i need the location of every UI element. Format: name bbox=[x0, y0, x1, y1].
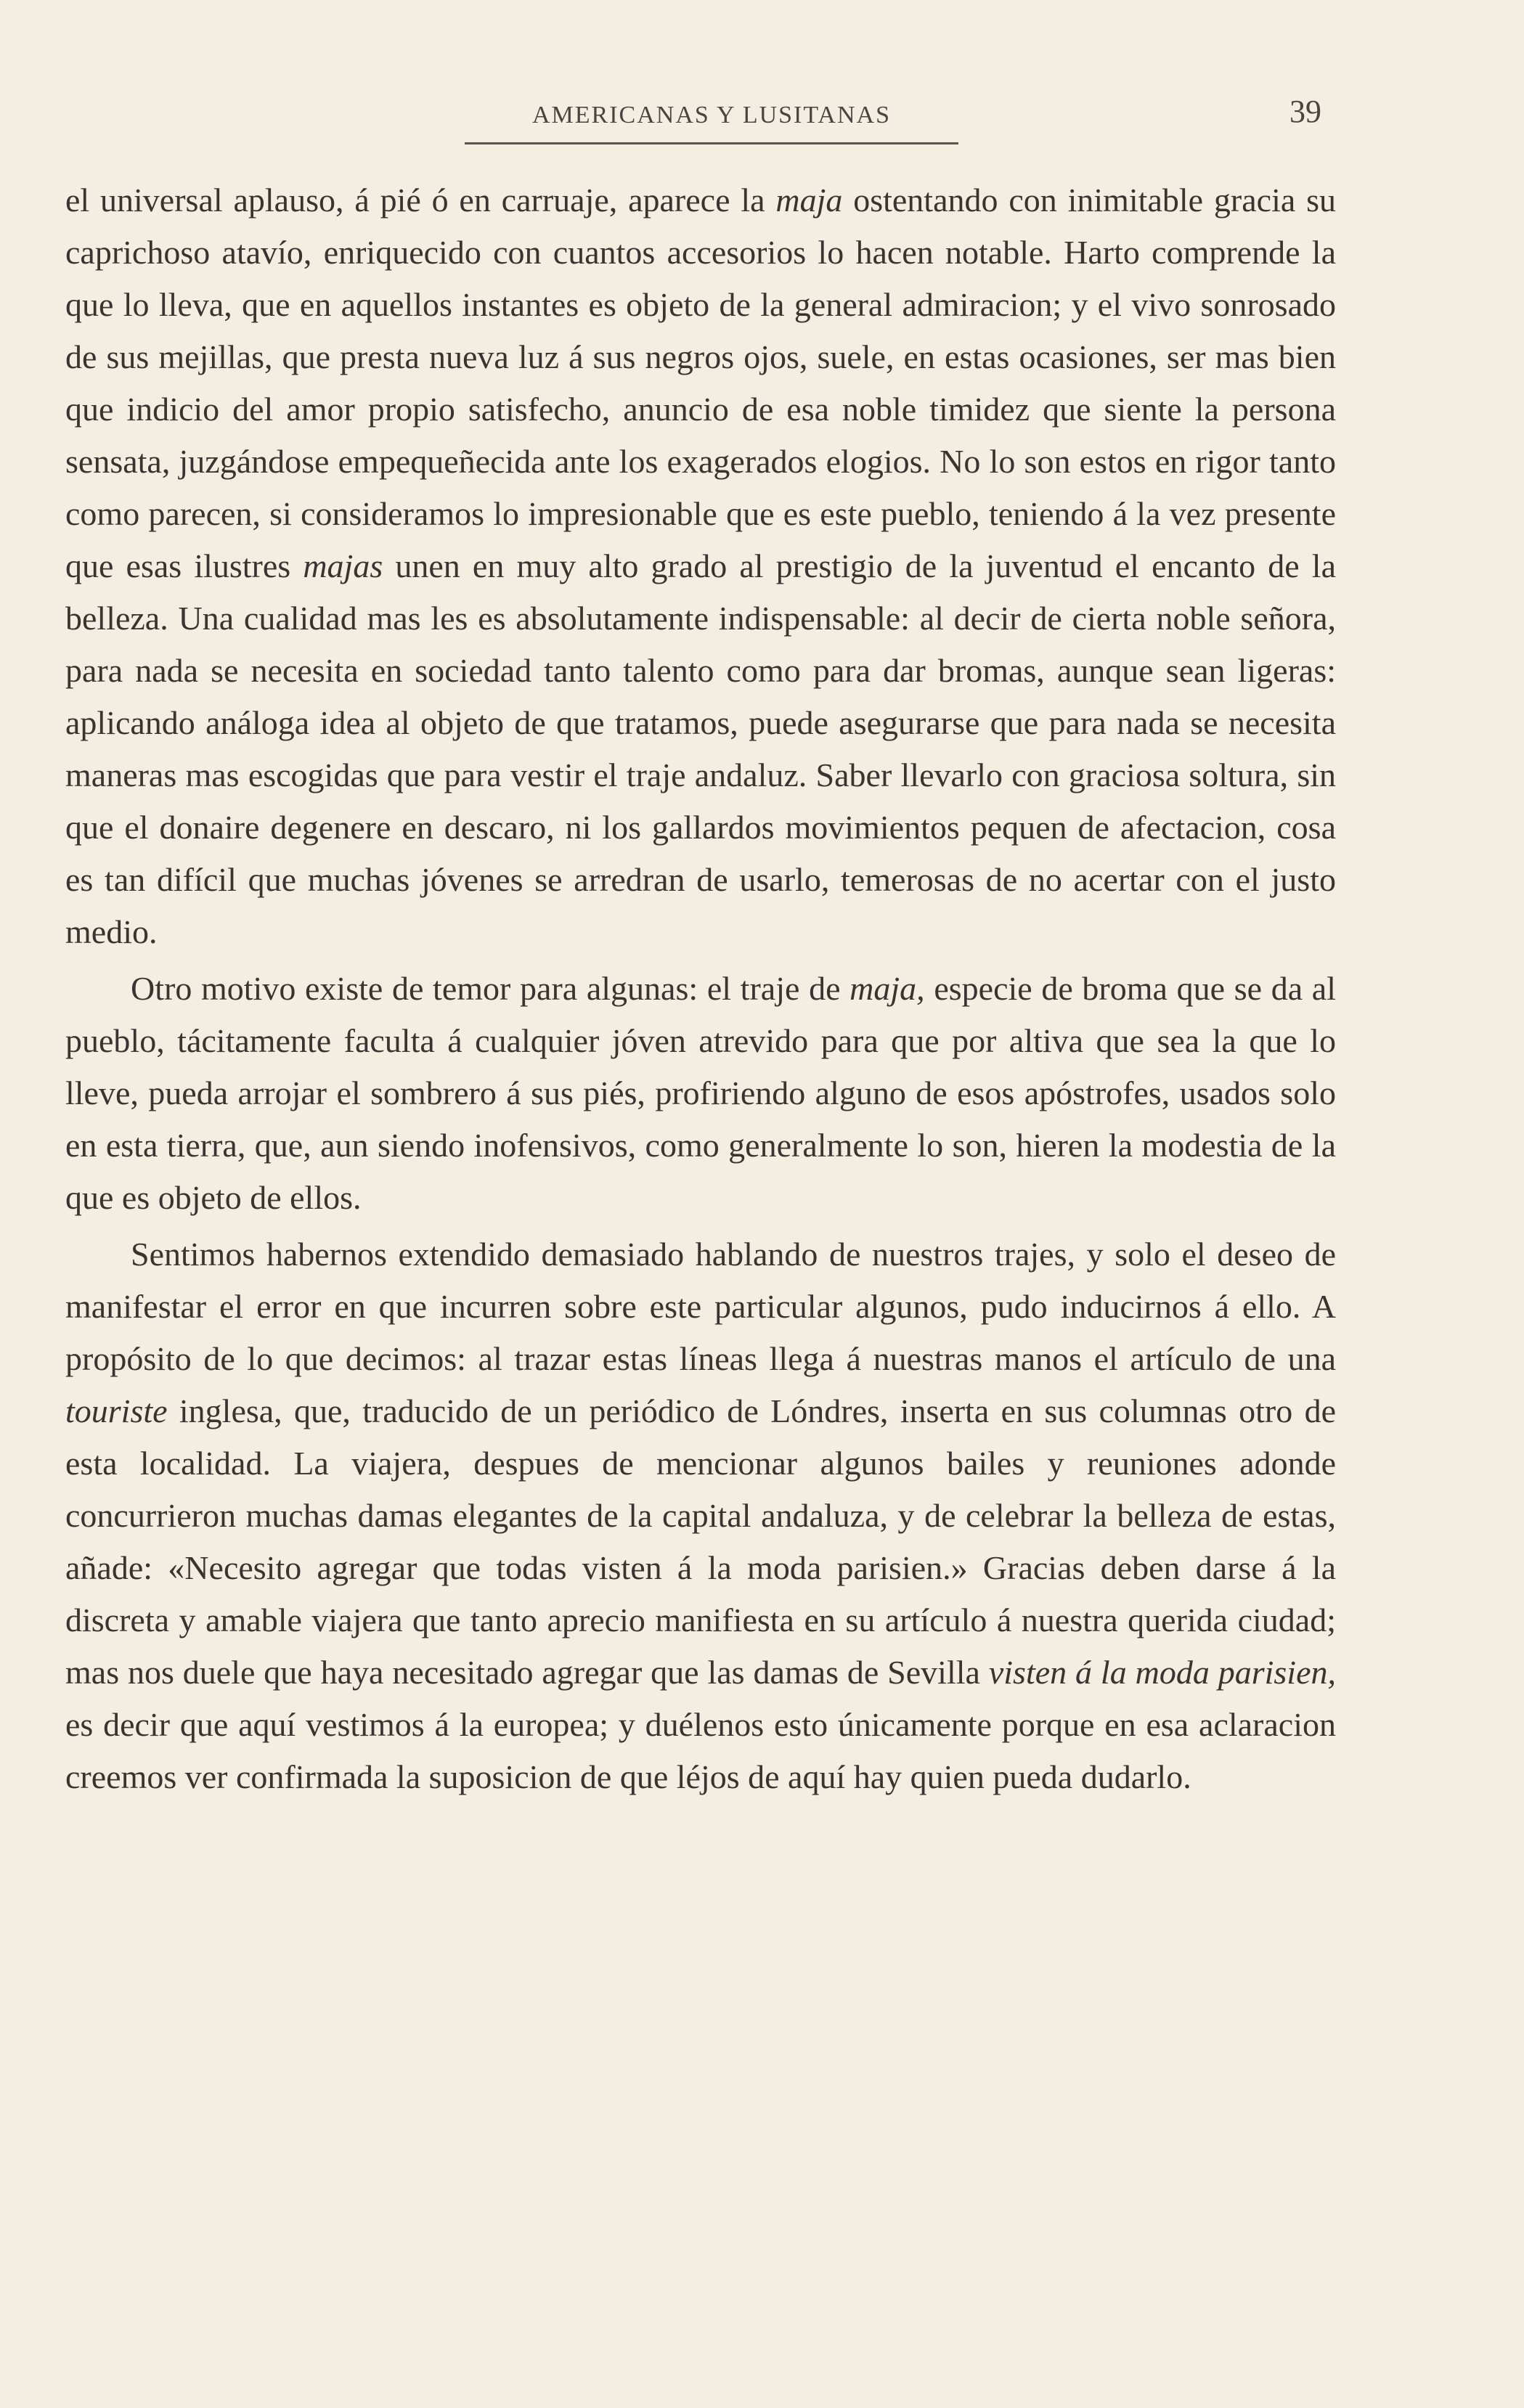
paragraph bbox=[65, 963, 1336, 1224]
italic-term: visten á la moda parisien, bbox=[988, 1654, 1337, 1691]
text-segment: es decir que aquí vestimos á la europea; y duélenos esto únicamente porque en esa aclaracion creemos ver confirmada la suposicion de que léjos de aquí hay quien pueda dudarlo. bbox=[65, 1706, 1336, 1795]
text-segment: ostentando con inimitable gracia su caprichoso atavío, enriquecido con cuantos accesorios lo hacen notable. Harto comprende la que lo lleva, que en aquellos instantes es objeto de la general admiracion; y el vivo sonrosado de sus mejillas, que presta nueva luz á sus negros ojos, suele, en estas ocasiones, ser mas bien que indicio del amor propio satisfecho, anuncio de esa noble timidez que siente la persona sensata, juzgándose empequeñecida ante los exagerados elogios. No lo son estos en rigor tanto como parecen, si consideramos lo impresionable que es este pueblo, teniendo á la vez presente que esas ilustres bbox=[65, 181, 1336, 584]
text-segment: Sentimos habernos extendido demasiado hablando de nuestros trajes, y solo el deseo de manifestar el error en que incurren sobre este particular algunos, pudo inducirnos á ello. A propósito de lo que decimos: al trazar estas líneas llega á nuestras manos el artículo de una bbox=[65, 1236, 1336, 1377]
text-segment: el universal aplauso, á pié ó en carruaje, aparece la bbox=[65, 181, 776, 219]
italic-term: majas bbox=[303, 547, 383, 584]
paragraph bbox=[65, 1228, 1336, 1803]
text-segment: Otro motivo existe de temor para algunas: el traje de bbox=[131, 970, 850, 1007]
running-title: AMERICANAS Y LUSITANAS bbox=[531, 102, 891, 128]
text-segment: unen en muy alto grado al prestigio de la juventud el encanto de la belleza. Una cualidad mas les es absolutamente indispensable: al decir de cierta noble señora, para nada se necesita en sociedad tanto talento como para dar bromas, aunque sean ligeras: aplicando análoga idea al objeto de que tratamos, puede asegurarse que para nada se necesita maneras mas escogidas que para vestir el traje andaluz. Saber llevarlo con graciosa soltura, sin que el donaire degenere en descaro, ni los gallardos movimientos pequen de afectacion, cosa es tan difícil que muchas jóvenes se arredran de usarlo, temerosas de no acertar con el justo medio. bbox=[65, 547, 1336, 950]
page-number: 39 bbox=[1289, 94, 1321, 129]
header-rule bbox=[465, 142, 958, 144]
body-text bbox=[65, 174, 1336, 1803]
italic-term: touriste bbox=[65, 1392, 168, 1429]
italic-term: maja bbox=[775, 181, 843, 219]
text-segment: especie de broma que se da al pueblo, tácitamente faculta á cualquier jóven atrevido para que por altiva que sea la que lo lleve, pueda arrojar el sombrero á sus piés, profiriendo alguno de esos apóstrofes, usados solo en esta tierra, que, aun siendo inofensivos, como generalmente lo son, hieren la modestia de la que es objeto de ellos. bbox=[65, 970, 1336, 1216]
paragraph bbox=[65, 174, 1336, 958]
text-segment: inglesa, que, traducido de un periódico de Lóndres, inserta en sus columnas otro de esta localidad. La viajera, despues de mencionar algunos bailes y reuniones adonde concurrieron muchas damas elegantes de la capital andaluza, y de celebrar la belleza de estas, añade: «Necesito agregar que todas visten á la moda parisien.» Gracias deben darse á la discreta y amable viajera que tanto aprecio manifiesta en su artículo á nuestra querida ciudad; mas nos duele que haya necesitado agregar que las damas de Sevilla bbox=[65, 1392, 1336, 1691]
italic-term: maja, bbox=[849, 970, 925, 1007]
